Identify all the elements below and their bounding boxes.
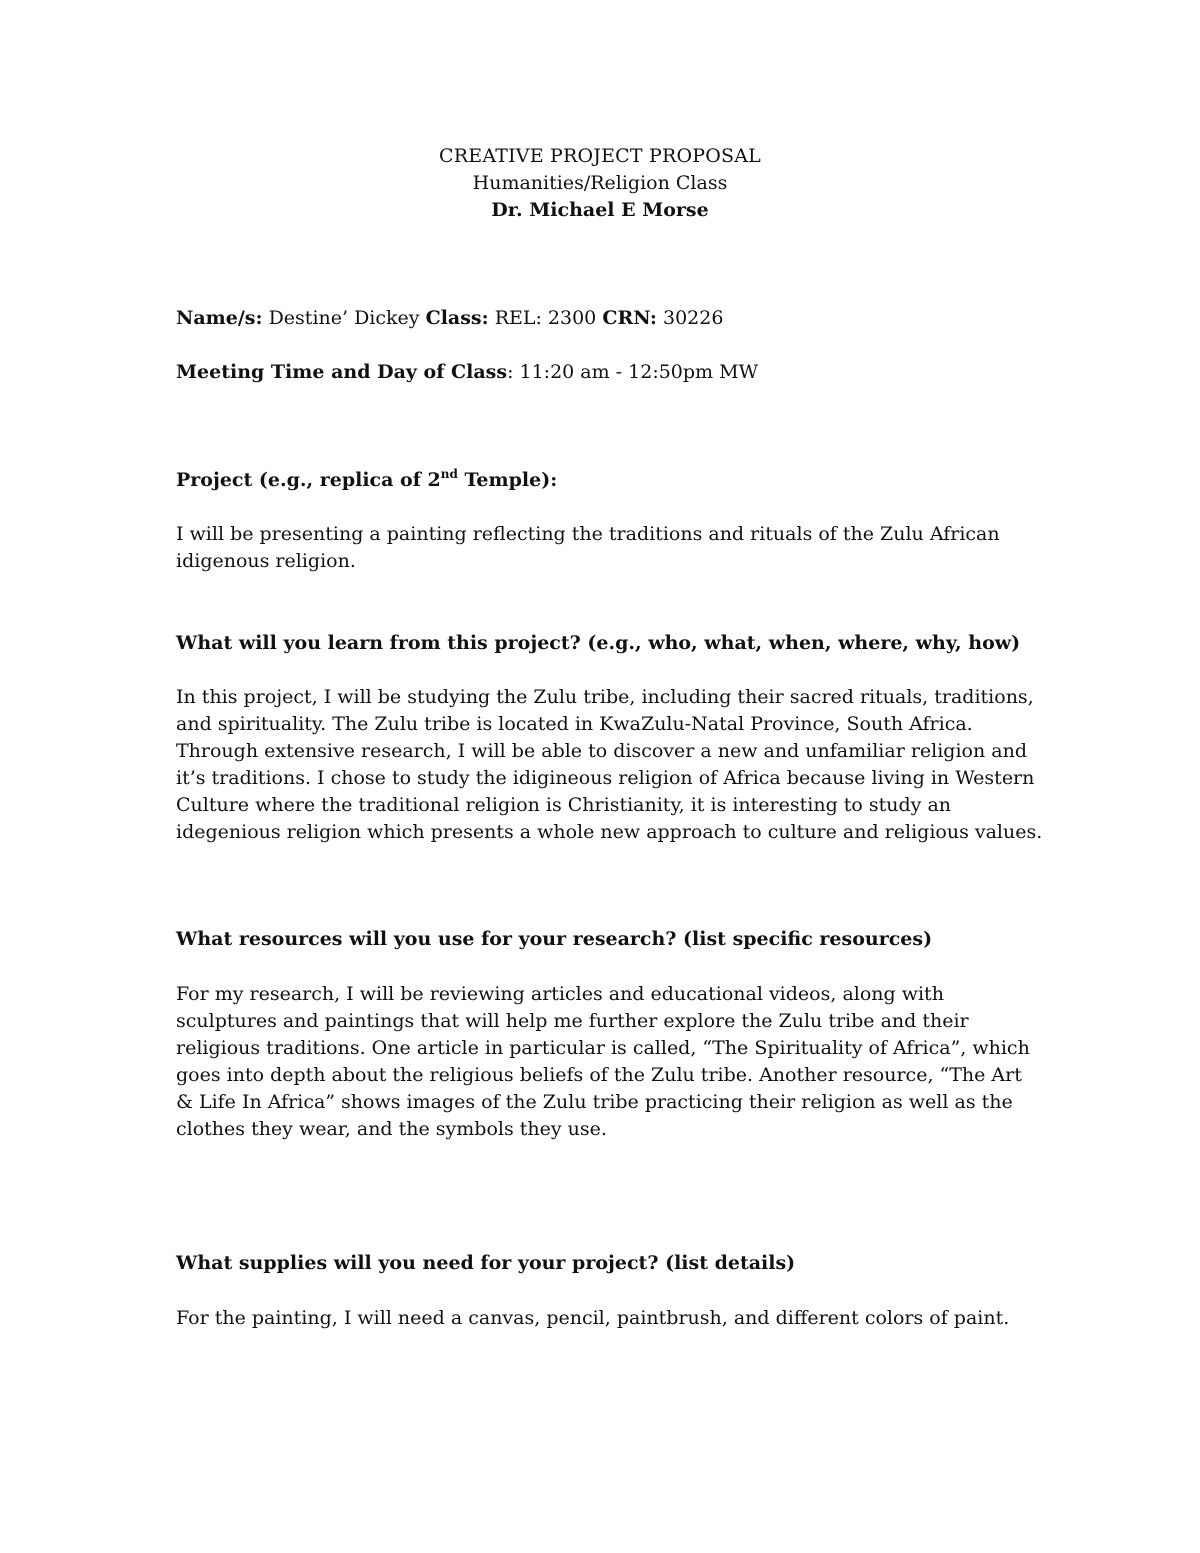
paragraph-line: In this project, I will be studying the Zulu tribe, including their sacred rituals, traditions, (176, 686, 1034, 708)
project-heading-sup: nd (440, 467, 458, 481)
paragraph-line: idigenous religion. (176, 550, 356, 572)
name-label: Name/s: (176, 307, 263, 329)
paragraph-line: religious traditions. One article in particular is called, “The Spirituality of Africa”, which (176, 1037, 1030, 1059)
learn-paragraph (176, 684, 1043, 846)
meeting-value: : 11:20 am - 12:50pm MW (507, 361, 759, 383)
instructor-name: Dr. Michael E Morse (491, 199, 709, 221)
meeting-time-line (176, 359, 1036, 386)
paragraph-line: goes into depth about the religious beliefs of the Zulu tribe. Another resource, “The Art (176, 1064, 1022, 1086)
student-info-line (176, 305, 1036, 332)
class-subtitle: Humanities/Religion Class (472, 172, 728, 194)
class-value: REL: 2300 (494, 307, 597, 329)
paragraph-line: sculptures and paintings that will help me further explore the Zulu tribe and their (176, 1010, 969, 1032)
learn-heading: What will you learn from this project? (e.g., who, what, when, where, why, how) (176, 632, 1021, 654)
name-value: Destine’ Dickey (268, 307, 420, 329)
paragraph-line: For my research, I will be reviewing articles and educational videos, along with (176, 983, 944, 1005)
paragraph-line: I will be presenting a painting reflecting the traditions and rituals of the Zulu African (176, 523, 1000, 545)
paragraph-line: & Life In Africa” shows images of the Zulu tribe practicing their religion as well as the (176, 1091, 1013, 1113)
project-description (176, 521, 1036, 575)
supplies-paragraph (176, 1305, 1036, 1332)
paragraph-line: clothes they wear, and the symbols they use. (176, 1118, 607, 1140)
crn-label: CRN: (602, 307, 657, 329)
resources-paragraph (176, 981, 1036, 1143)
paragraph-line: Through extensive research, I will be able to discover a new and unfamiliar religion and (176, 740, 1027, 762)
project-heading (176, 467, 1036, 494)
paragraph-line: For the painting, I will need a canvas, pencil, paintbrush, and different colors of paint. (176, 1307, 1010, 1329)
project-heading-end: Temple): (457, 469, 558, 491)
meeting-label: Meeting Time and Day of Class (176, 361, 508, 383)
document-title: CREATIVE PROJECT PROPOSAL (439, 145, 761, 167)
crn-value: 30226 (663, 307, 724, 329)
resources-heading: What resources will you use for your research? (list specific resources) (176, 928, 933, 950)
document-header (0, 143, 1200, 224)
paragraph-line: idegenious religion which presents a whole new approach to culture and religious values. (176, 821, 1043, 843)
supplies-heading: What supplies will you need for your project? (list details) (176, 1252, 796, 1274)
paragraph-line: it’s traditions. I chose to study the idigineous religion of Africa because living in Western (176, 767, 1035, 789)
project-heading-text: Project (e.g., replica of 2 (176, 469, 441, 491)
class-label: Class: (425, 307, 489, 329)
paragraph-line: and spirituality. The Zulu tribe is located in KwaZulu-Natal Province, South Africa. (176, 713, 973, 735)
paragraph-line: Culture where the traditional religion is Christianity, it is interesting to study an (176, 794, 952, 816)
